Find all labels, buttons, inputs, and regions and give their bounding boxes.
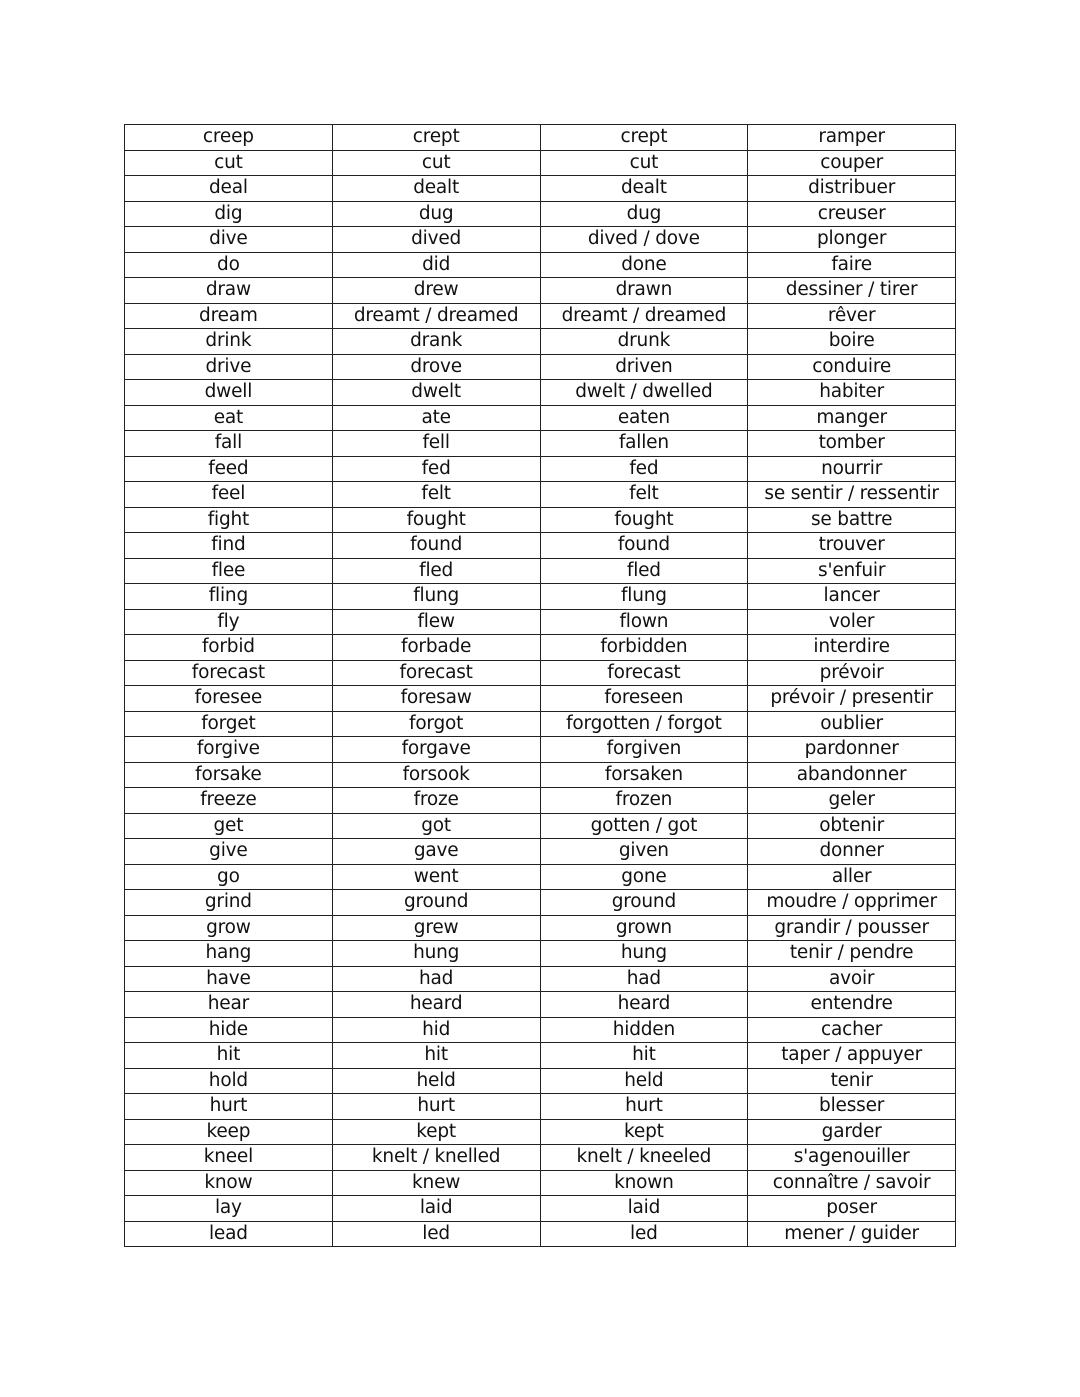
french-translation-cell: cacher (748, 1017, 956, 1043)
french-translation-cell: trouver (748, 533, 956, 559)
past-participle-cell: forgiven (540, 737, 748, 763)
past-simple-cell: crept (332, 125, 540, 151)
french-translation-cell: distribuer (748, 176, 956, 202)
base-form-cell: fly (125, 609, 333, 635)
french-translation-cell: s'enfuir (748, 558, 956, 584)
past-participle-cell: dived / dove (540, 227, 748, 253)
base-form-cell: hide (125, 1017, 333, 1043)
french-translation-cell: mener / guider (748, 1221, 956, 1247)
table-row (125, 660, 956, 686)
past-simple-cell: did (332, 252, 540, 278)
table-row (125, 303, 956, 329)
french-translation-cell: interdire (748, 635, 956, 661)
past-participle-cell: grown (540, 915, 748, 941)
french-translation-cell: avoir (748, 966, 956, 992)
french-translation-cell: poser (748, 1196, 956, 1222)
table-row (125, 788, 956, 814)
past-simple-cell: drove (332, 354, 540, 380)
past-participle-cell: given (540, 839, 748, 865)
past-simple-cell: forgot (332, 711, 540, 737)
past-simple-cell: dealt (332, 176, 540, 202)
past-simple-cell: hid (332, 1017, 540, 1043)
past-participle-cell: flown (540, 609, 748, 635)
past-simple-cell: hung (332, 941, 540, 967)
past-participle-cell: forgotten / forgot (540, 711, 748, 737)
table-row (125, 915, 956, 941)
past-participle-cell: led (540, 1221, 748, 1247)
base-form-cell: lay (125, 1196, 333, 1222)
past-simple-cell: felt (332, 482, 540, 508)
table-row (125, 1017, 956, 1043)
past-participle-cell: dreamt / dreamed (540, 303, 748, 329)
table-body (125, 125, 956, 1247)
table-row (125, 711, 956, 737)
french-translation-cell: dessiner / tirer (748, 278, 956, 304)
base-form-cell: drink (125, 329, 333, 355)
base-form-cell: forsake (125, 762, 333, 788)
past-simple-cell: fell (332, 431, 540, 457)
base-form-cell: kneel (125, 1145, 333, 1171)
past-participle-cell: fought (540, 507, 748, 533)
past-simple-cell: dreamt / dreamed (332, 303, 540, 329)
base-form-cell: give (125, 839, 333, 865)
base-form-cell: hold (125, 1068, 333, 1094)
base-form-cell: deal (125, 176, 333, 202)
past-participle-cell: dealt (540, 176, 748, 202)
past-simple-cell: foresaw (332, 686, 540, 712)
past-participle-cell: fallen (540, 431, 748, 457)
past-participle-cell: hit (540, 1043, 748, 1069)
base-form-cell: hear (125, 992, 333, 1018)
past-participle-cell: hung (540, 941, 748, 967)
french-translation-cell: creuser (748, 201, 956, 227)
past-participle-cell: felt (540, 482, 748, 508)
past-simple-cell: hit (332, 1043, 540, 1069)
base-form-cell: cut (125, 150, 333, 176)
table-row (125, 1119, 956, 1145)
table-row (125, 941, 956, 967)
past-participle-cell: laid (540, 1196, 748, 1222)
french-translation-cell: connaître / savoir (748, 1170, 956, 1196)
base-form-cell: foresee (125, 686, 333, 712)
table-row (125, 354, 956, 380)
table-row (125, 329, 956, 355)
past-simple-cell: went (332, 864, 540, 890)
past-simple-cell: dwelt (332, 380, 540, 406)
base-form-cell: lead (125, 1221, 333, 1247)
base-form-cell: eat (125, 405, 333, 431)
table-row (125, 278, 956, 304)
base-form-cell: fling (125, 584, 333, 610)
base-form-cell: forbid (125, 635, 333, 661)
base-form-cell: go (125, 864, 333, 890)
table-row (125, 227, 956, 253)
past-participle-cell: drunk (540, 329, 748, 355)
past-simple-cell: froze (332, 788, 540, 814)
past-participle-cell: driven (540, 354, 748, 380)
base-form-cell: grow (125, 915, 333, 941)
past-simple-cell: flung (332, 584, 540, 610)
past-participle-cell: found (540, 533, 748, 559)
past-participle-cell: had (540, 966, 748, 992)
table-row (125, 813, 956, 839)
past-participle-cell: forecast (540, 660, 748, 686)
past-simple-cell: dug (332, 201, 540, 227)
irregular-verbs-table (124, 124, 956, 1247)
past-simple-cell: knelt / knelled (332, 1145, 540, 1171)
past-participle-cell: crept (540, 125, 748, 151)
past-simple-cell: ate (332, 405, 540, 431)
french-translation-cell: oublier (748, 711, 956, 737)
table-row (125, 1170, 956, 1196)
french-translation-cell: prévoir (748, 660, 956, 686)
french-translation-cell: prévoir / presentir (748, 686, 956, 712)
base-form-cell: hang (125, 941, 333, 967)
french-translation-cell: manger (748, 405, 956, 431)
past-participle-cell: flung (540, 584, 748, 610)
french-translation-cell: s'agenouiller (748, 1145, 956, 1171)
base-form-cell: fall (125, 431, 333, 457)
table-row (125, 558, 956, 584)
table-row (125, 609, 956, 635)
table-row (125, 533, 956, 559)
base-form-cell: know (125, 1170, 333, 1196)
table-row (125, 1043, 956, 1069)
french-translation-cell: boire (748, 329, 956, 355)
french-translation-cell: faire (748, 252, 956, 278)
base-form-cell: keep (125, 1119, 333, 1145)
french-translation-cell: taper / appuyer (748, 1043, 956, 1069)
french-translation-cell: obtenir (748, 813, 956, 839)
past-simple-cell: dived (332, 227, 540, 253)
table-row (125, 252, 956, 278)
past-simple-cell: fed (332, 456, 540, 482)
past-simple-cell: cut (332, 150, 540, 176)
french-translation-cell: tomber (748, 431, 956, 457)
past-participle-cell: heard (540, 992, 748, 1018)
table-row (125, 992, 956, 1018)
french-translation-cell: garder (748, 1119, 956, 1145)
base-form-cell: do (125, 252, 333, 278)
french-translation-cell: tenir / pendre (748, 941, 956, 967)
past-simple-cell: forecast (332, 660, 540, 686)
past-participle-cell: gone (540, 864, 748, 890)
past-simple-cell: kept (332, 1119, 540, 1145)
table-row (125, 1094, 956, 1120)
base-form-cell: drive (125, 354, 333, 380)
french-translation-cell: lancer (748, 584, 956, 610)
table-row (125, 150, 956, 176)
past-simple-cell: forgave (332, 737, 540, 763)
base-form-cell: creep (125, 125, 333, 151)
table-row (125, 737, 956, 763)
past-simple-cell: hurt (332, 1094, 540, 1120)
french-translation-cell: geler (748, 788, 956, 814)
past-simple-cell: gave (332, 839, 540, 865)
base-form-cell: draw (125, 278, 333, 304)
table-row (125, 1068, 956, 1094)
past-participle-cell: eaten (540, 405, 748, 431)
past-participle-cell: hidden (540, 1017, 748, 1043)
french-translation-cell: rêver (748, 303, 956, 329)
table-row (125, 686, 956, 712)
french-translation-cell: conduire (748, 354, 956, 380)
french-translation-cell: voler (748, 609, 956, 635)
past-simple-cell: forbade (332, 635, 540, 661)
past-participle-cell: kept (540, 1119, 748, 1145)
french-translation-cell: moudre / opprimer (748, 890, 956, 916)
past-participle-cell: gotten / got (540, 813, 748, 839)
past-participle-cell: frozen (540, 788, 748, 814)
base-form-cell: find (125, 533, 333, 559)
base-form-cell: grind (125, 890, 333, 916)
base-form-cell: forget (125, 711, 333, 737)
french-translation-cell: donner (748, 839, 956, 865)
french-translation-cell: nourrir (748, 456, 956, 482)
past-simple-cell: found (332, 533, 540, 559)
table-row (125, 507, 956, 533)
base-form-cell: feel (125, 482, 333, 508)
past-simple-cell: flew (332, 609, 540, 635)
table-row (125, 762, 956, 788)
base-form-cell: dream (125, 303, 333, 329)
past-participle-cell: forbidden (540, 635, 748, 661)
base-form-cell: feed (125, 456, 333, 482)
past-participle-cell: fed (540, 456, 748, 482)
french-translation-cell: pardonner (748, 737, 956, 763)
past-participle-cell: cut (540, 150, 748, 176)
past-participle-cell: drawn (540, 278, 748, 304)
base-form-cell: dig (125, 201, 333, 227)
french-translation-cell: grandir / pousser (748, 915, 956, 941)
base-form-cell: hurt (125, 1094, 333, 1120)
base-form-cell: hit (125, 1043, 333, 1069)
past-simple-cell: drank (332, 329, 540, 355)
table-row (125, 864, 956, 890)
french-translation-cell: ramper (748, 125, 956, 151)
french-translation-cell: plonger (748, 227, 956, 253)
table-row (125, 201, 956, 227)
past-participle-cell: held (540, 1068, 748, 1094)
table-row (125, 125, 956, 151)
base-form-cell: forecast (125, 660, 333, 686)
past-simple-cell: ground (332, 890, 540, 916)
past-participle-cell: forsaken (540, 762, 748, 788)
table-row (125, 1145, 956, 1171)
table-row (125, 431, 956, 457)
table-row (125, 635, 956, 661)
past-participle-cell: dug (540, 201, 748, 227)
past-participle-cell: fled (540, 558, 748, 584)
table-row (125, 890, 956, 916)
past-simple-cell: forsook (332, 762, 540, 788)
base-form-cell: fight (125, 507, 333, 533)
past-simple-cell: led (332, 1221, 540, 1247)
past-simple-cell: had (332, 966, 540, 992)
past-participle-cell: foreseen (540, 686, 748, 712)
past-simple-cell: heard (332, 992, 540, 1018)
base-form-cell: flee (125, 558, 333, 584)
past-participle-cell: known (540, 1170, 748, 1196)
past-simple-cell: got (332, 813, 540, 839)
base-form-cell: dive (125, 227, 333, 253)
french-translation-cell: tenir (748, 1068, 956, 1094)
french-translation-cell: aller (748, 864, 956, 890)
french-translation-cell: habiter (748, 380, 956, 406)
past-simple-cell: fled (332, 558, 540, 584)
french-translation-cell: blesser (748, 1094, 956, 1120)
table-row (125, 482, 956, 508)
french-translation-cell: se sentir / ressentir (748, 482, 956, 508)
base-form-cell: get (125, 813, 333, 839)
base-form-cell: freeze (125, 788, 333, 814)
past-participle-cell: dwelt / dwelled (540, 380, 748, 406)
table-row (125, 456, 956, 482)
past-simple-cell: knew (332, 1170, 540, 1196)
past-simple-cell: grew (332, 915, 540, 941)
table-row (125, 1196, 956, 1222)
table-row (125, 1221, 956, 1247)
base-form-cell: have (125, 966, 333, 992)
past-simple-cell: drew (332, 278, 540, 304)
table-row (125, 966, 956, 992)
past-participle-cell: hurt (540, 1094, 748, 1120)
table-row (125, 176, 956, 202)
past-participle-cell: ground (540, 890, 748, 916)
past-simple-cell: laid (332, 1196, 540, 1222)
table-row (125, 405, 956, 431)
table-row (125, 584, 956, 610)
base-form-cell: forgive (125, 737, 333, 763)
past-simple-cell: held (332, 1068, 540, 1094)
table-row (125, 839, 956, 865)
french-translation-cell: entendre (748, 992, 956, 1018)
past-participle-cell: done (540, 252, 748, 278)
french-translation-cell: abandonner (748, 762, 956, 788)
table-row (125, 380, 956, 406)
past-simple-cell: fought (332, 507, 540, 533)
french-translation-cell: se battre (748, 507, 956, 533)
base-form-cell: dwell (125, 380, 333, 406)
french-translation-cell: couper (748, 150, 956, 176)
past-participle-cell: knelt / kneeled (540, 1145, 748, 1171)
